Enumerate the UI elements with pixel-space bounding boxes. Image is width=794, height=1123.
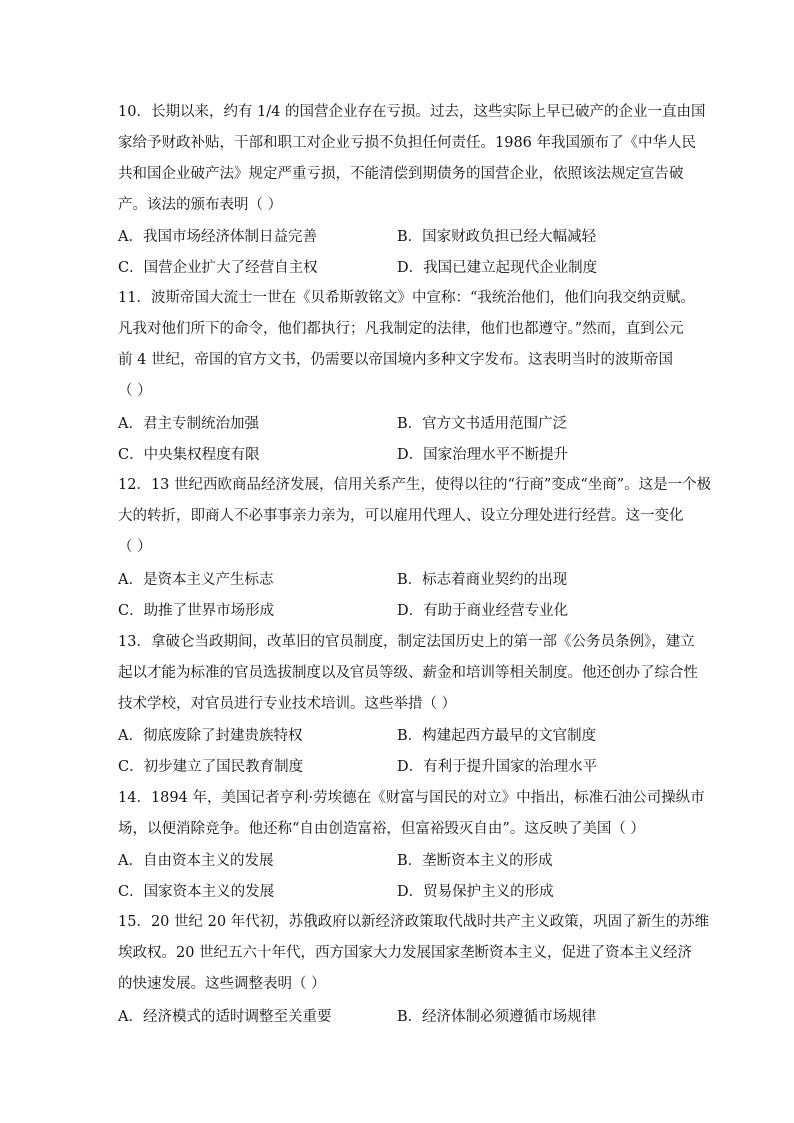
stem-line: 12．13 世纪西欧商品经济发展，信用关系产生，使得以往的“行商”变成“坐商”。这是一个极: [118, 477, 712, 493]
question-11-stem: [118, 283, 695, 407]
question-11-option-a[interactable]: A．君主专制统治加强: [118, 416, 259, 432]
stem-line: （ ）: [118, 539, 152, 555]
stem-line: 起以才能为标准的官员选拔制度以及官员等级、薪金和培训等相关制度。他还创办了综合性: [118, 665, 698, 681]
question-11-option-b[interactable]: B．官方文书适用范围广泛: [397, 416, 568, 432]
question-14-option-b[interactable]: B．垄断资本主义的形成: [397, 853, 553, 869]
question-10-option-a[interactable]: A．我国市场经济体制日益完善: [118, 229, 317, 245]
stem-line: 埃政权。20 世纪五六十年代，西方国家大力发展国家垄断资本主义，促进了资本主义经济: [118, 945, 693, 961]
stem-line: 家给予财政补贴，干部和职工对企业亏损不负担任何责任。1986 年我国颁布了《中华人民: [118, 135, 697, 151]
stem-line: 共和国企业破产法》规定严重亏损，不能清偿到期债务的国营企业，依照该法规定宣告破: [118, 166, 684, 182]
question-14-option-d[interactable]: D．贸易保护主义的形成: [397, 884, 554, 900]
stem-line: （ ）: [118, 383, 152, 399]
stem-line: 产。该法的颁布表明（ ）: [118, 197, 283, 213]
question-12-option-c[interactable]: C．助推了世界市场形成: [118, 603, 275, 619]
question-12-stem: [118, 470, 712, 563]
stem-line: 前 4 世纪，帝国的官方文书，仍需要以帝国境内多种文字发布。这表明当时的波斯帝国: [118, 352, 673, 368]
stem-line: 场，以便消除竞争。他还称“自由创造富裕，但富裕毁灭自由”。这反映了美国（ ）: [118, 821, 645, 837]
question-10-option-b[interactable]: B．国家财政负担已经大幅减轻: [397, 229, 597, 245]
question-10-stem: [118, 97, 706, 221]
stem-line: 15．20 世纪 20 年代初，苏俄政府以新经济政策取代战时共产主义政策，巩固了新生的苏维: [118, 914, 710, 930]
stem-line: 11．波斯帝国大流士一世在《贝希斯敦铭文》中宣称：“我统治他们，他们向我交纳贡赋。: [118, 290, 695, 306]
question-15-option-a[interactable]: A．经济模式的适时调整至关重要: [118, 1009, 332, 1025]
question-13-option-b[interactable]: B．构建起西方最早的文官制度: [397, 728, 597, 744]
question-14-stem: [118, 783, 705, 845]
question-11-option-c[interactable]: C．中央集权程度有限: [118, 447, 260, 463]
question-12-option-a[interactable]: A．是资本主义产生标志: [118, 572, 274, 588]
question-14-option-a[interactable]: A．自由资本主义的发展: [118, 853, 274, 869]
question-14-option-c[interactable]: C．国家资本主义的发展: [118, 884, 275, 900]
question-11-option-d[interactable]: D．国家治理水平不断提升: [397, 447, 569, 463]
question-13-option-d[interactable]: D．有利于提升国家的治理水平: [397, 759, 598, 775]
question-12-option-d[interactable]: D．有助于商业经营专业化: [397, 603, 569, 619]
question-13-option-a[interactable]: A．彻底废除了封建贵族特权: [118, 728, 303, 744]
question-10-option-c[interactable]: C．国营企业扩大了经营自主权: [118, 260, 318, 276]
question-10-option-d[interactable]: D．我国已建立起现代企业制度: [397, 260, 598, 276]
stem-line: 10．长期以来，约有 1/4 的国营企业存在亏损。过去，这些实际上早已破产的企业一直由国: [118, 104, 706, 120]
question-15-stem: [118, 907, 710, 1000]
stem-line: 技术学校，对官员进行专业技术培训。这些举措（ ）: [118, 696, 457, 712]
question-12-option-b[interactable]: B．标志着商业契约的出现: [397, 572, 568, 588]
stem-line: 的快速发展。这些调整表明（ ）: [118, 976, 326, 992]
question-13-option-c[interactable]: C．初步建立了国民教育制度: [118, 759, 304, 775]
stem-line: 凡我对他们所下的命令，他们都执行；凡我制定的法律，他们也都遵守。”然而，直到公元: [118, 321, 684, 337]
question-13-stem: [118, 627, 698, 720]
question-15-option-b[interactable]: B．经济体制必须遵循市场规律: [397, 1009, 597, 1025]
stem-line: 14．1894 年，美国记者亨利·劳埃德在《财富与国民的对立》中指出，标准石油公司操纵市: [118, 790, 705, 806]
stem-line: 13．拿破仑当政期间，改革旧的官员制度，制定法国历史上的第一部《公务员条例》，建立: [118, 634, 695, 650]
stem-line: 大的转折，即商人不必事事亲力亲为，可以雇用代理人、设立分理处进行经营。这一变化: [118, 508, 684, 524]
